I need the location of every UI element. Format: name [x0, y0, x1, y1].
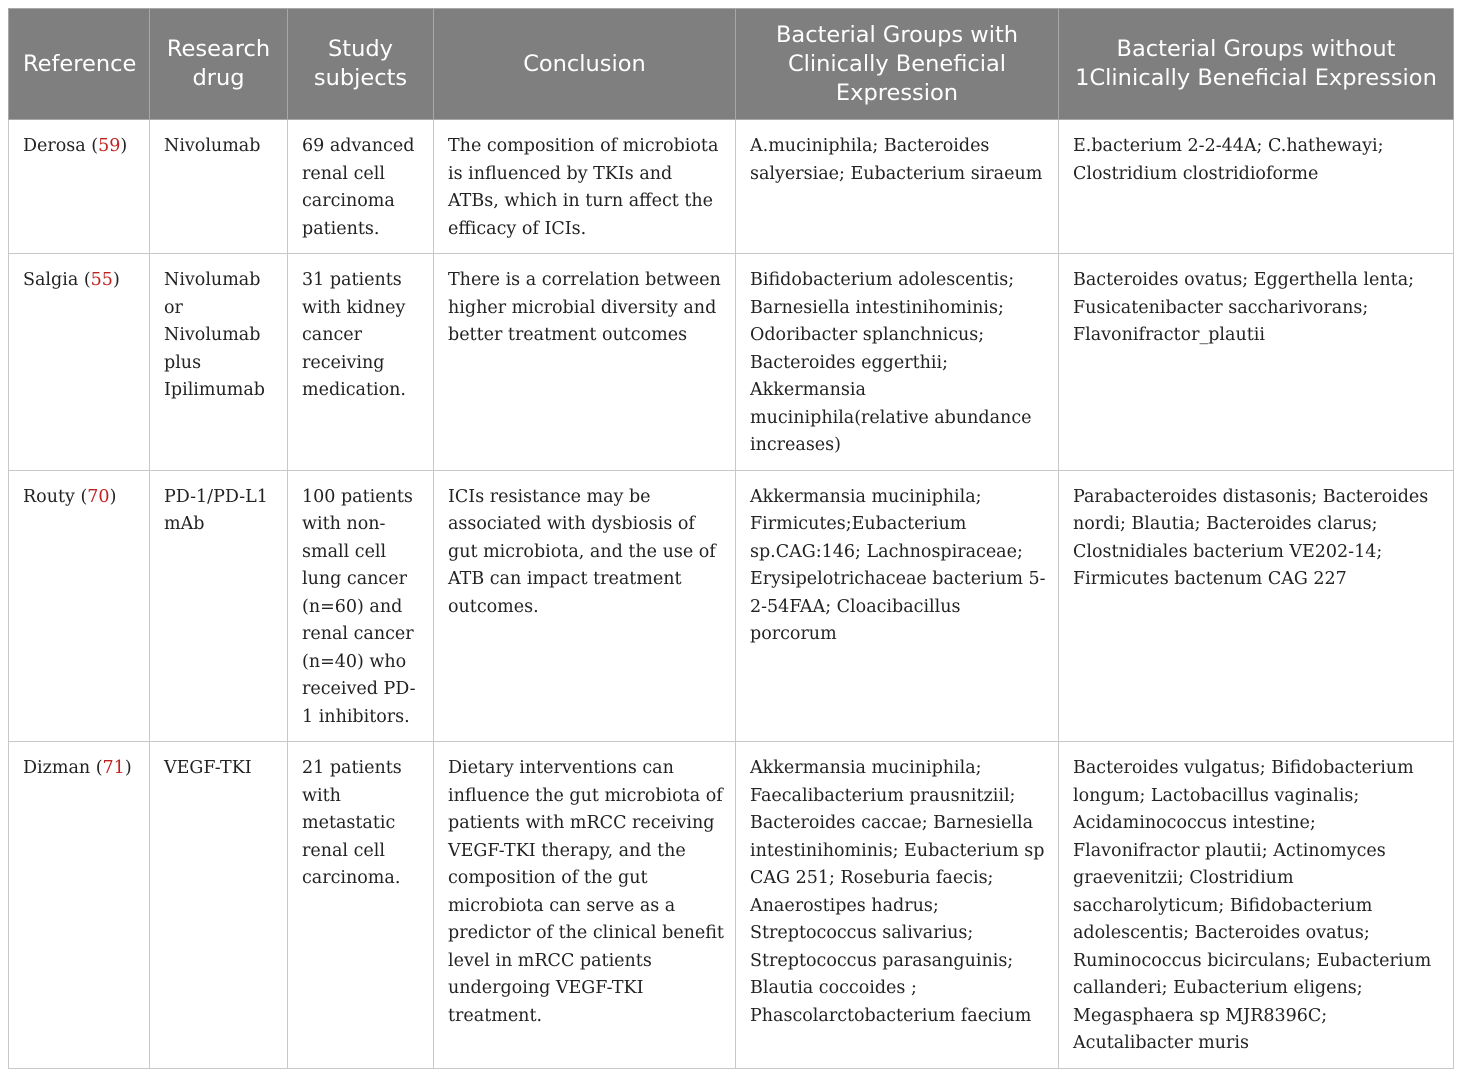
drug-cell: VEGF-TKI: [150, 742, 288, 1069]
subjects-cell: 69 advanced renal cell carcinoma patients.: [288, 120, 434, 254]
drug-cell: PD-1/PD-L1 mAb: [150, 470, 288, 742]
reference-cell: Salgia (55): [9, 254, 150, 471]
reference-link[interactable]: 70: [87, 486, 110, 507]
header-conclusion: Conclusion: [434, 9, 736, 120]
conclusion-cell: Dietary interventions can influence the gut microbiota of patients with mRCC receiving VEGF-TKI therapy, and the composition of the gut microbiota can serve as a predictor of the clinical benefit level in mRCC patients undergoing VEGF-TKI treatment.: [434, 742, 736, 1069]
beneficial-cell: A.muciniphila; Bacteroides salyersiae; Eubacterium siraeum: [736, 120, 1059, 254]
subjects-cell: 100 patients with non-small cell lung cancer (n=60) and renal cancer (n=40) who received PD-1 inhibitors.: [288, 470, 434, 742]
table-row: [9, 120, 1454, 254]
non-beneficial-cell: Parabacteroides distasonis; Bacteroides nordi; Blautia; Bacteroides clarus; Clostnidiales bacterium VE202-14; Firmicutes bactenum CAG 227: [1059, 470, 1454, 742]
reference-link[interactable]: 59: [98, 136, 121, 156]
table-row: [9, 254, 1454, 471]
non-beneficial-cell: E.bacterium 2-2-44A; C.hathewayi; Clostridium clostridioforme: [1059, 120, 1454, 254]
reference-name: Routy: [23, 486, 75, 507]
drug-cell: Nivolumab or Nivolumab plus Ipilimumab: [150, 254, 288, 471]
conclusion-cell: ICIs resistance may be associated with dysbiosis of gut microbiota, and the use of ATB can impact treatment outcomes.: [434, 470, 736, 742]
header-non-beneficial-groups: Bacterial Groups without 1Clinically Beneficial Expression: [1059, 9, 1454, 120]
header-row: [9, 9, 1454, 120]
reference-link[interactable]: 55: [90, 270, 113, 290]
reference-name: Salgia: [23, 270, 79, 290]
beneficial-cell: Akkermansia muciniphila; Firmicutes;Eubacterium sp.CAG:146; Lachnospiraceae; Erysipelotrichaceae bacterium 5-2-54FAA; Cloacibacillus porcorum: [736, 470, 1059, 742]
subjects-cell: 21 patients with metastatic renal cell carcinoma.: [288, 742, 434, 1069]
beneficial-cell: Akkermansia muciniphila; Faecalibacterium prausnitziil; Bacteroides caccae; Barnesiella intestinihominis; Eubacterium sp CAG 251; Roseburia faecis; Anaerostipes hadrus; Streptococcus salivarius; Streptococcus parasanguinis; Blautia coccoides ; Phascolarctobacterium faecium: [736, 742, 1059, 1069]
conclusion-cell: The composition of microbiota is influenced by TKIs and ATBs, which in turn affect the efficacy of ICIs.: [434, 120, 736, 254]
reference-cell: Routy (70): [9, 470, 150, 742]
non-beneficial-cell: Bacteroides ovatus; Eggerthella lenta; Fusicatenibacter saccharivorans; Flavonifractor_plautii: [1059, 254, 1454, 471]
reference-name: Derosa: [23, 136, 86, 156]
non-beneficial-cell: Bacteroides vulgatus; Bifidobacterium longum; Lactobacillus vaginalis; Acidaminococcus intestine; Flavonifractor plautii; Actinomyces graevenitzii; Clostridium saccharolyticum; Bifidobacterium adolescentis; Bacteroides ovatus; Ruminococcus bicirculans; Eubacterium callanderi; Eubacterium eligens; Megasphaera sp MJR8396C; Acutalibacter muris: [1059, 742, 1454, 1069]
header-beneficial-groups: Bacterial Groups with Clinically Beneficial Expression: [736, 9, 1059, 120]
subjects-cell: 31 patients with kidney cancer receiving medication.: [288, 254, 434, 471]
reference-name: Dizman: [23, 758, 91, 778]
reference-link[interactable]: 71: [102, 758, 125, 778]
conclusion-cell: There is a correlation between higher microbial diversity and better treatment outcomes: [434, 254, 736, 471]
header-research-drug: Research drug: [150, 9, 288, 120]
table-row: [9, 470, 1454, 742]
header-study-subjects: Study subjects: [288, 9, 434, 120]
table-row: [9, 742, 1454, 1069]
drug-cell: Nivolumab: [150, 120, 288, 254]
beneficial-cell: Bifidobacterium adolescentis; Barnesiella intestinihominis; Odoribacter splanchnicus; Bacteroides eggerthii; Akkermansia muciniphila(relative abundance increases): [736, 254, 1059, 471]
reference-cell: Dizman (71): [9, 742, 150, 1069]
header-reference: Reference: [9, 9, 150, 120]
reference-cell: Derosa (59): [9, 120, 150, 254]
microbiota-table: [8, 8, 1454, 1069]
